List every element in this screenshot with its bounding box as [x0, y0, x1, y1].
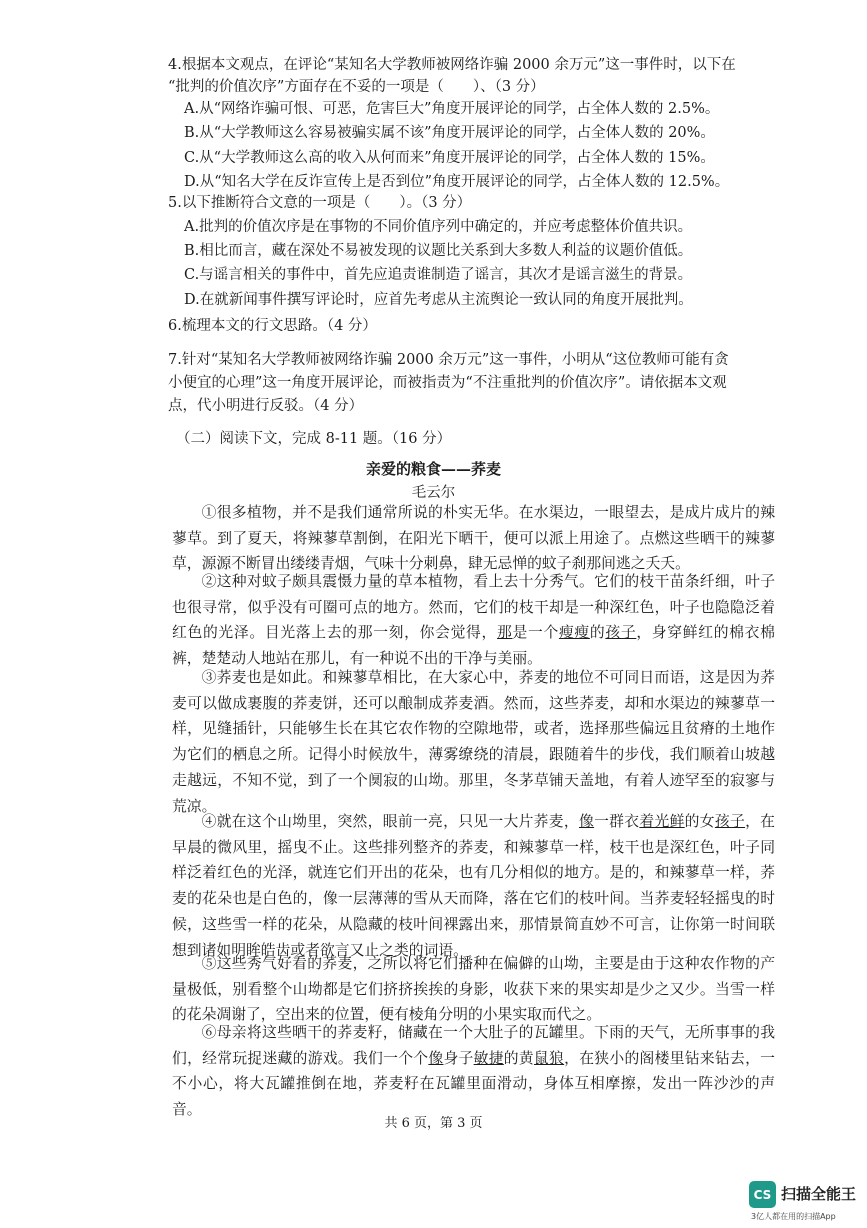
underlined-phrase: 那	[497, 624, 513, 642]
paragraph-6-text	[172, 1020, 775, 1123]
underlined-phrase: 鼠狼	[533, 1049, 565, 1067]
paragraph-3-text: ③荞麦也是如此。和辣蓼草相比，在大家心中，荞麦的地位不可同日而语，这是因为荞麦可以做成裹腹的荞麦饼，还可以酿制成荞麦酒。然而，这些荞麦，却和水渠边的辣蓼草一样，见缝插针，只能够生长在其它农作物的空隙地带，或者，选择那些偏远且贫瘠的土地作为它们的栖息之所。记得小时候放牛，薄雾缭绕的清晨，跟随着牛的步伐，我们顺着山坡越走越远，不知不觉，到了一个阒寂的山坳。那里，冬茅草铺天盖地，有着人迹罕至的寂寥与荒凉。	[172, 669, 775, 815]
paragraph-2-segment: ②这种对蚊子颇具震慑力量的草本植物，看上去十分秀气。它们的枝干苗条纤细，叶子也很寻常，似乎没有可圈可点的地方。然而，它们的枝干却是一种深红色，叶子也隐隐泛着红色的光泽。目光落上去的那一刻，你会觉得，	[172, 573, 775, 642]
paragraph-5-text: ⑤这些秀气好看的荞麦，之所以将它们播种在偏僻的山坳，主要是由于这种农作物的产量极低，别看整个山坳都是它们挤挤挨挨的身影，收获下来的果实却是少之又少。当雪一样的花朵凋谢了，空出来的位置，便有棱角分明的小果实取而代之。	[172, 955, 775, 1024]
question-5-option-b: B.相比而言，藏在深处不易被发现的议题比关系到大多数人利益的议题价值低。	[184, 243, 693, 259]
question-5-option-c: C.与谣言相关的事件中，首先应追责谁制造了谣言，其次才是谣言滋生的背景。	[184, 267, 693, 283]
article-paragraph-3	[172, 665, 775, 819]
question-7-line-1: 7.针对“某知名大学教师被网络诈骗 2000 余万元”这一事件，小明从“这位教师可能有贪	[168, 352, 729, 368]
camscanner-logo-icon: CS	[749, 1181, 776, 1208]
question-4-option-c: C.从“大学教师这么高的收入从何而来”角度开展评论的同学，占全体人数的 15%。	[184, 150, 715, 166]
underlined-phrase: 着光鲜	[639, 813, 685, 830]
section-2-heading: （二）阅读下文，完成 8-11 题。（16 分）	[176, 431, 452, 447]
article-paragraph-2	[172, 569, 775, 672]
underlined-phrase: 敏捷	[473, 1049, 504, 1067]
page-number: 共 6 页，第 3 页	[384, 1116, 483, 1131]
paragraph-2-text	[172, 569, 775, 672]
question-4-line-1: 4.根据本文观点，在评论“某知名大学教师被网络诈骗 2000 余万元”这一事件时，以下在	[168, 57, 736, 73]
underlined-phrase: 像	[578, 813, 595, 830]
paragraph-4-text	[172, 809, 775, 963]
paragraph-6-segment: ⑥母亲将这些晒干的荞麦籽，储藏在一个大肚子的瓦罐里。下雨的天气，无所事事的我们，经常玩捉迷藏的游戏。我们一个个	[172, 1024, 775, 1067]
question-4-option-a: A.从“网络诈骗可恨、可恶，危害巨大”角度开展评论的同学，占全体人数的 2.5%。	[184, 101, 720, 117]
watermark-tagline: 3亿人都在用的扫描App	[751, 1212, 836, 1221]
article-author: 毛云尔	[411, 485, 456, 501]
question-6-stem: 6.梳理本文的行文思路。（4 分）	[168, 318, 377, 334]
question-4-line-2: “批判的价值次序”方面存在不妥的一项是（ ）、（3 分）	[168, 79, 545, 95]
question-5-stem: 5.以下推断符合文意的一项是（ ）。（3 分）	[168, 195, 472, 211]
paragraph-2-segment: ，身穿鲜红的棉衣棉裤，楚楚动人地站在那儿，有一种说不出的干净与美丽。	[172, 624, 775, 668]
article-paragraph-4	[172, 809, 775, 963]
underlined-phrase: 像	[428, 1049, 444, 1067]
paragraph-2-segment: 的	[589, 624, 606, 642]
paragraph-6-segment: 的黄	[503, 1049, 534, 1067]
question-7-line-3: 点，代小明进行反驳。（4 分）	[168, 398, 364, 414]
underlined-phrase: 孩子	[605, 624, 637, 642]
paragraph-1-text: ①很多植物，并不是我们通常所说的朴实无华。在水渠边，一眼望去，是成片成片的辣蓼草。到了夏天，将辣蓼草割倒，在阳光下晒干，便可以派上用途了。点燃这些晒干的辣蓼草，源源不断冒出缕缕青烟，气味十分刺鼻，肆无忌惮的蚊子刹那间逃之夭夭。	[172, 504, 775, 573]
paragraph-6-segment: ，在狭小的阁楼里钻来钻去，一不小心，将大瓦罐推倒在地，荞麦籽在瓦罐里面滑动，身体互相摩擦，发出一阵沙沙的声音。	[172, 1049, 775, 1119]
question-4-option-b: B.从“大学教师这么容易被骗实属不该”角度开展评论的同学，占全体人数的 20%。	[184, 125, 715, 141]
watermark-app-name: 扫描全能王	[781, 1185, 857, 1203]
article-paragraph-5	[172, 951, 775, 1028]
underlined-phrase: 瘦瘦	[558, 624, 590, 642]
paragraph-4-segment: ④就在这个山坳里，突然，眼前一亮，只见一大片荞麦，	[201, 813, 579, 830]
question-7-line-2: 小便宜的心理”这一角度开展评论，而被指责为“不注重批判的价值次序”。请依据本文观	[168, 375, 727, 391]
paragraph-4-segment: 一群衣	[594, 813, 640, 830]
paragraph-2-segment: 是一个	[512, 624, 559, 642]
question-5-option-a: A.批判的价值次序是在事物的不同价值序列中确定的，并应考虑整体价值共识。	[184, 219, 693, 235]
article-paragraph-1	[172, 500, 775, 577]
article-paragraph-6	[172, 1020, 775, 1123]
paragraph-6-segment: 身子	[443, 1049, 474, 1067]
question-5-option-d: D.在就新闻事件撰写评论时，应首先考虑从主流舆论一致认同的角度开展批判。	[184, 292, 693, 308]
paragraph-4-segment: 的女	[684, 813, 715, 830]
article-title: 亲爱的粮食——荞麦	[365, 460, 501, 478]
paragraph-4-segment: ，在早晨的微风里，摇曳不止。这些排列整齐的荞麦，和辣蓼草一样，枝干也是深红色，叶子同样泛着红色的光泽，就连它们开出的花朵，也有几分相似的地方。是的，和辣蓼草一样，荞麦的花朵也是白色的，像一层薄薄的雪从天而降，落在它们的枝叶间。当荞麦轻轻摇曳的时候，这些雪一样的花朵，从隐藏的枝叶间裸露出来，那情景简直妙不可言，让你第一时间联想到诸如明眸皓齿或者欲言又止之类的词语。	[172, 813, 775, 959]
underlined-phrase: 孩子	[714, 813, 746, 830]
question-4-option-d: D.从“知名大学在反诈宣传上是否到位”角度开展评论的同学，占全体人数的 12.5%。	[184, 174, 730, 190]
